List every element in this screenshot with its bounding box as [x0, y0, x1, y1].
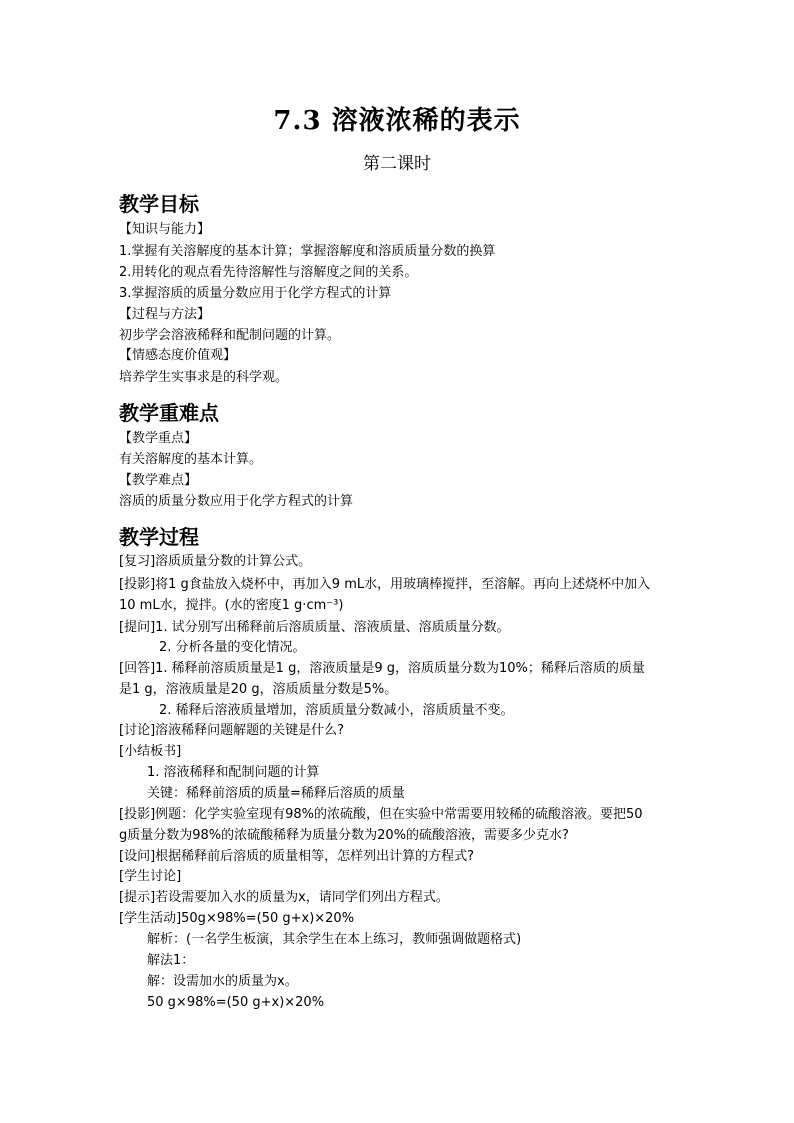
text-line: 2. 稀释后溶液质量增加，溶质质量分数减小，溶质质量不变。: [159, 703, 514, 718]
text-line: 【过程与方法】: [119, 307, 211, 322]
text-line: 解：设需加水的质量为x。: [147, 974, 298, 989]
text-line: [小结板书]: [119, 744, 182, 759]
text-line: 解法1：: [147, 953, 195, 968]
text-line: g质量分数为98%的浓硫酸稀释为质量分数为20%的硫酸溶液，需要多少克水?: [119, 828, 569, 843]
text-line: 溶质的质量分数应用于化学方程式的计算: [119, 494, 354, 509]
section-heading-objectives: 教学目标: [119, 192, 199, 216]
text-line: 初步学会溶液稀释和配制问题的计算。: [119, 328, 341, 343]
section-heading-keypoints: 教学重难点: [119, 401, 219, 425]
text-line: [复习]溶质质量分数的计算公式。: [119, 554, 312, 569]
text-line: 50 g×98%=(50 g+x)×20%: [147, 995, 325, 1010]
text-line: 有关溶解度的基本计算。: [119, 452, 263, 467]
text-line: [学生活动]50g×98%=(50 g+x)×20%: [119, 911, 355, 926]
text-line: 解析：(一名学生板演，其余学生在本上练习，教师强调做题格式): [147, 932, 522, 947]
text-line: 2.用转化的观点看先待溶解性与溶解度之间的关系。: [119, 265, 418, 280]
text-line: [讨论]溶液稀释问题解题的关键是什么?: [119, 723, 345, 738]
text-line: 1. 溶液稀释和配制问题的计算: [147, 765, 320, 780]
text-line: [回答]1. 稀释前溶质质量是1 g，溶液质量是9 g，溶质质量分数为10%；稀释后溶质的质量: [119, 661, 645, 676]
text-line: 1.掌握有关溶解度的基本计算；掌握溶解度和溶质质量分数的换算: [119, 244, 496, 259]
section-heading-process: 教学过程: [119, 525, 199, 549]
text-line: 关键：稀释前溶质的质量=稀释后溶质的质量: [147, 786, 405, 801]
text-line: 【教学难点】: [119, 473, 198, 488]
text-line: 是1 g，溶液质量是20 g，溶质质量分数是5%。: [119, 682, 398, 697]
text-line: 3.掌握溶质的质量分数应用于化学方程式的计算: [119, 286, 392, 301]
text-line: 2. 分析各量的变化情况。: [159, 640, 306, 655]
text-line: [提问]1. 试分别写出稀释前后溶质质量、溶液质量、溶质质量分数。: [119, 620, 510, 635]
text-line: 【知识与能力】: [119, 222, 211, 237]
text-line: 10 mL水，搅拌。(水的密度1 g·cm⁻³): [119, 598, 344, 613]
text-line: 【教学重点】: [119, 431, 198, 446]
text-line: [投影]例题：化学实验室现有98%的浓硫酸，但在实验中常需要用较稀的硫酸溶液。要把50: [119, 807, 643, 822]
text-line: [学生讨论]: [119, 869, 182, 884]
text-line: [提示]若设需要加入水的质量为x，请同学们列出方程式。: [119, 890, 449, 905]
page-subtitle: 第二课时: [363, 154, 431, 174]
text-line: [投影]将1 g食盐放入烧杯中，再加入9 mL水，用玻璃棒搅拌，至溶解。再向上述烧杯中加入: [119, 577, 651, 592]
text-line: 培养学生实事求是的科学观。: [119, 370, 289, 385]
text-line: 【情感态度价值观】: [119, 348, 237, 363]
text-line: [设问]根据稀释前后溶质的质量相等，怎样列出计算的方程式?: [119, 849, 475, 864]
page-title: 7.3 溶液浓稀的表示: [273, 106, 521, 136]
